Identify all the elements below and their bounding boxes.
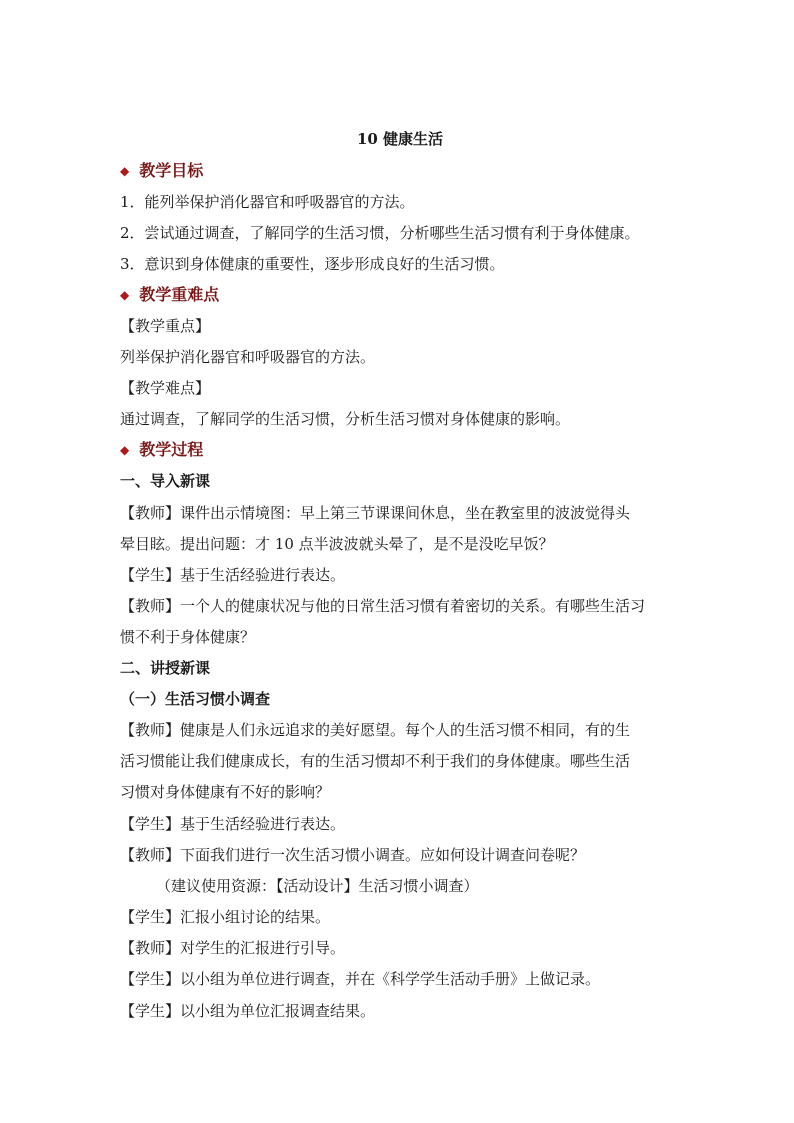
diamond-bullet-icon: ◆ xyxy=(120,164,130,178)
paragraph-line: 【学生】基于生活经验进行表达。 xyxy=(120,815,346,833)
diamond-bullet-icon: ◆ xyxy=(120,288,130,302)
paragraph-line: 【学生】以小组为单位汇报调查结果。 xyxy=(120,1002,376,1020)
part-title-new-lesson: 二、讲授新课 xyxy=(120,659,211,677)
page-title: 10 健康生活 xyxy=(356,130,444,148)
paragraph-line: 【教师】下面我们进行一次生活习惯小调查。应如何设计调查问卷呢？ xyxy=(120,846,586,864)
paragraph-line: 【学生】基于生活经验进行表达。 xyxy=(120,566,346,584)
goal-item: 3．意识到身体健康的重要性，逐步形成良好的生活习惯。 xyxy=(120,255,505,273)
paragraph-line: 惯不利于身体健康？ xyxy=(120,628,256,646)
paragraph-line: 【教师】课件出示情境图：早上第三节课课间休息，坐在教室里的波波觉得头 xyxy=(120,504,631,522)
keypoint-focus-text: 列举保护消化器官和呼吸器官的方法。 xyxy=(120,348,376,366)
paragraph-line: 【教师】对学生的汇报进行引导。 xyxy=(120,939,346,957)
paragraph-line: 晕目眩。提出问题：才 10 点半波波就头晕了，是不是没吃早饭？ xyxy=(120,535,554,553)
paragraph-line: 【学生】汇报小组讨论的结果。 xyxy=(120,908,331,926)
keypoint-difficulty-text: 通过调查，了解同学的生活习惯，分析生活习惯对身体健康的影响。 xyxy=(120,410,571,428)
paragraph-line: 【教师】一个人的健康状况与他的日常生活习惯有着密切的关系。有哪些生活习 xyxy=(120,597,646,615)
resource-suggestion: （建议使用资源：【活动设计】生活习惯小调查） xyxy=(156,877,479,895)
paragraph-line: 习惯对身体健康有不好的影响？ xyxy=(120,783,331,801)
keypoint-difficulty-label: 【教学难点】 xyxy=(120,379,211,397)
paragraph-line: 活习惯能让我们健康成长，有的生活习惯却不利于我们的身体健康。哪些生活 xyxy=(120,752,631,770)
section-header-keypoints: ◆ 教学重难点 xyxy=(120,285,220,304)
paragraph-line: 【教师】健康是人们永远追求的美好愿望。每个人的生活习惯不相同，有的生 xyxy=(120,721,631,739)
keypoint-focus-label: 【教学重点】 xyxy=(120,317,211,335)
section-header-goals: ◆ 教学目标 xyxy=(120,161,204,180)
paragraph-line: 【学生】以小组为单位进行调查，并在《科学学生活动手册》上做记录。 xyxy=(120,970,601,988)
section-header-process: ◆ 教学过程 xyxy=(120,440,204,459)
goal-item: 1．能列举保护消化器官和呼吸器官的方法。 xyxy=(120,193,415,211)
diamond-bullet-icon: ◆ xyxy=(120,443,130,457)
subsection-title: （一）生活习惯小调查 xyxy=(120,690,271,708)
goal-item: 2．尝试通过调查，了解同学的生活习惯，分析哪些生活习惯有利于身体健康。 xyxy=(120,224,640,242)
part-title-intro: 一、导入新课 xyxy=(120,472,211,490)
